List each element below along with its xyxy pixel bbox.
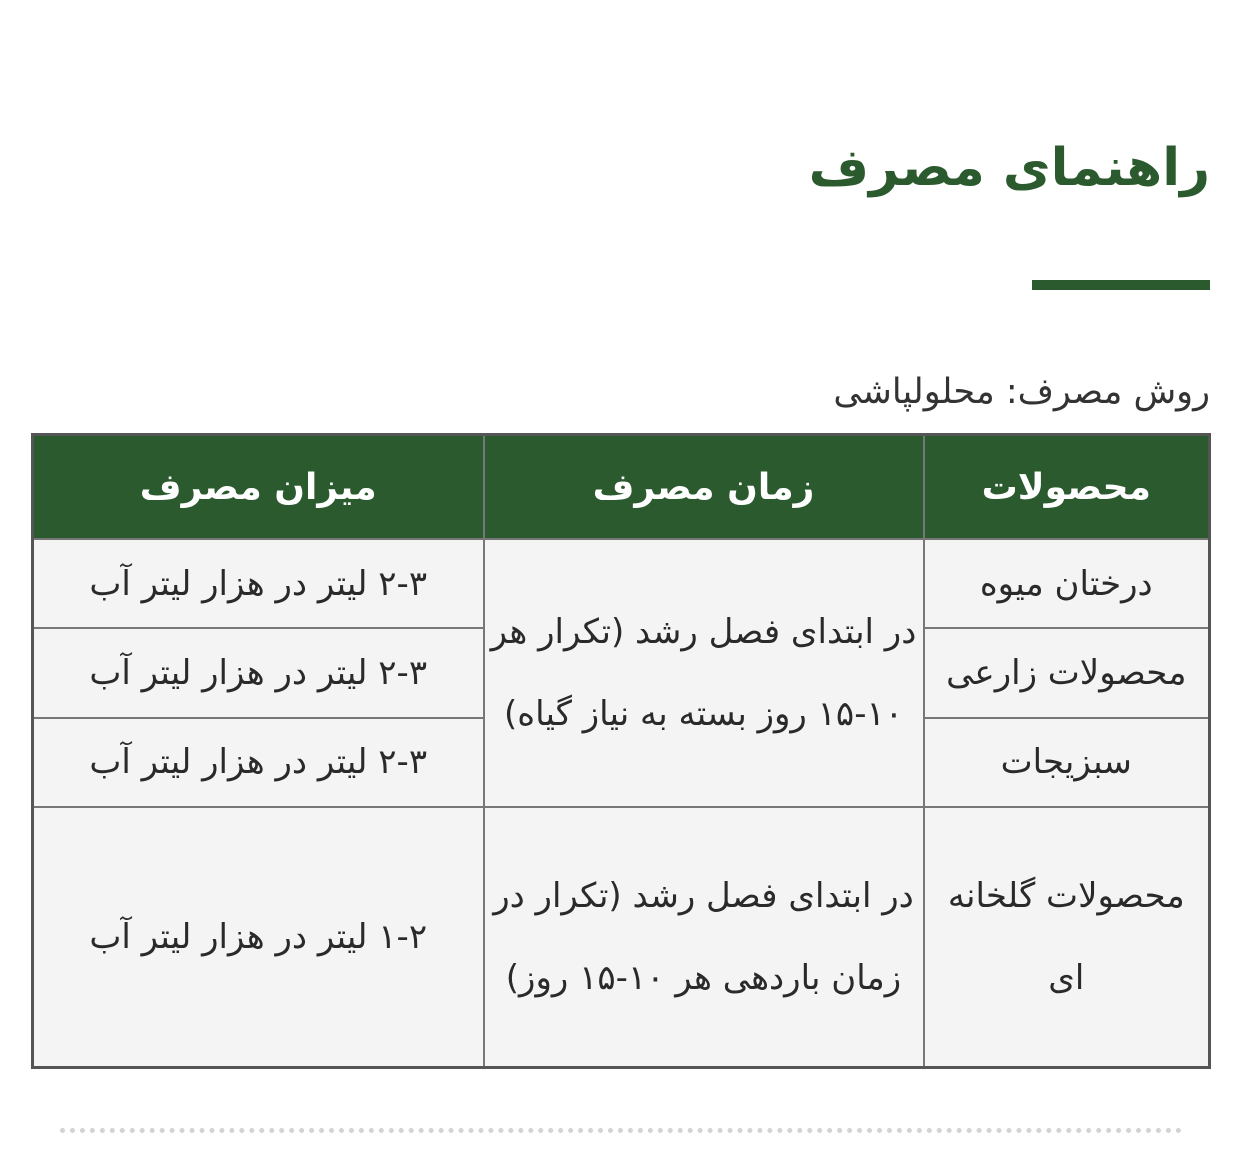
header-application-time: زمان مصرف: [484, 435, 924, 540]
page-title: راهنمای مصرف: [808, 138, 1210, 198]
table-row: [33, 539, 1210, 628]
application-method: روش مصرف: محلولپاشی: [833, 372, 1210, 412]
table-row: [33, 807, 1210, 1067]
product-cell: سبزیجات: [924, 718, 1210, 807]
dose-cell: ۲-۳ لیتر در هزار لیتر آب: [33, 718, 484, 807]
shared-time-cell: در ابتدای فصل رشد (تکرار هر ۱۰-۱۵ روز بسته به نیاز گیاه): [484, 539, 924, 807]
title-underline: [1032, 280, 1210, 290]
dose-cell: ۲-۳ لیتر در هزار لیتر آب: [33, 628, 484, 717]
time-cell: در ابتدای فصل رشد (تکرار در زمان باردهی هر ۱۰-۱۵ روز): [484, 807, 924, 1067]
table-header-row: [33, 435, 1210, 540]
product-cell: درختان میوه: [924, 539, 1210, 628]
product-cell: محصولات گلخانه ای: [924, 807, 1210, 1067]
header-dosage: میزان مصرف: [33, 435, 484, 540]
dose-cell: ۲-۳ لیتر در هزار لیتر آب: [33, 539, 484, 628]
dose-cell: ۱-۲ لیتر در هزار لیتر آب: [33, 807, 484, 1067]
product-cell: محصولات زارعی: [924, 628, 1210, 717]
header-products: محصولات: [924, 435, 1210, 540]
dotted-divider: [60, 1128, 1182, 1133]
usage-table: [31, 433, 1211, 1069]
